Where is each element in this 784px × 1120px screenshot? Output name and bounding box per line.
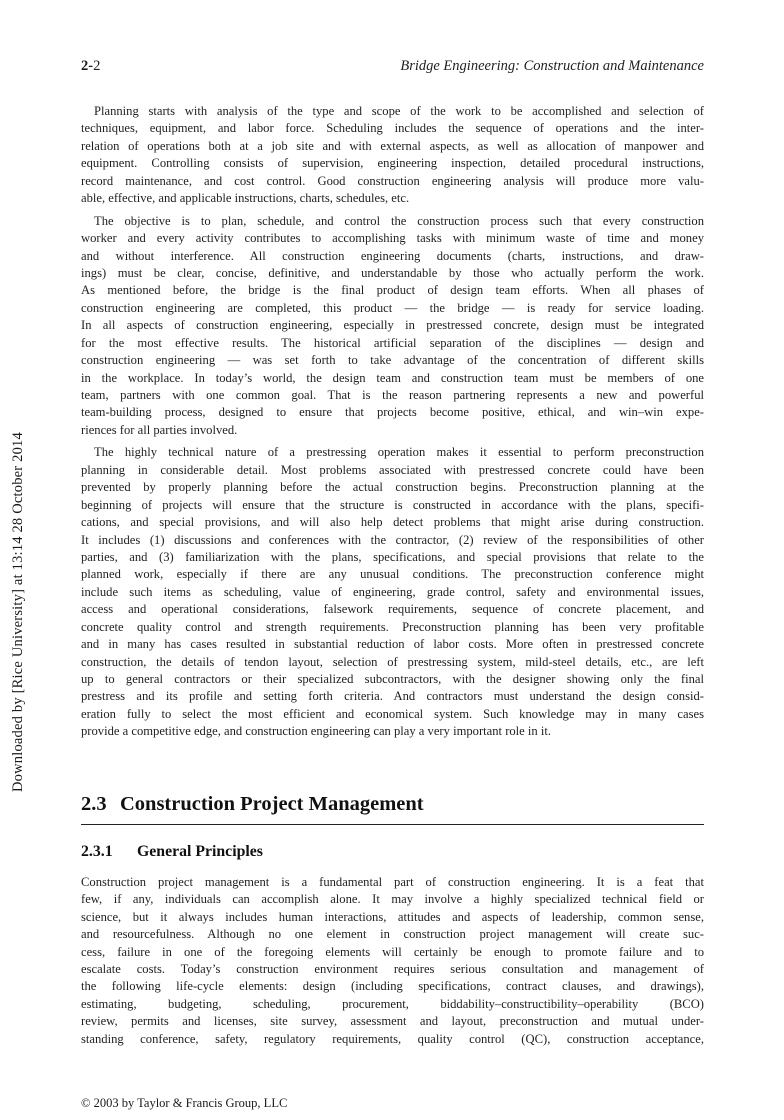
chapter-number: 2- bbox=[81, 58, 94, 74]
text-line: prestress and its profile and setting forth criteria. And contractors must understand the design consid- bbox=[81, 689, 704, 704]
text-line: techniques, equipment, and labor force. Scheduling includes the sequence of operations and the inter- bbox=[81, 121, 704, 136]
text-line: in the workplace. In today’s world, the design team and construction team must be members of one bbox=[81, 370, 704, 385]
text-line: As mentioned before, the bridge is the final product of design team efforts. When all phases of bbox=[81, 283, 704, 298]
copyright: © 2003 by Taylor & Francis Group, LLC bbox=[81, 1096, 288, 1110]
text-line: worker and every activity contributes to accomplishing tasks with minimum waste of time and money bbox=[81, 231, 704, 246]
page-number bbox=[81, 58, 100, 75]
text-line: construction engineering are completed, this product — the bridge — is ready for service loading. bbox=[81, 300, 704, 315]
text-line: The objective is to plan, schedule, and control the construction process such that every construction bbox=[94, 213, 704, 228]
section-heading bbox=[81, 791, 704, 817]
text-line: construction engineering — was set forth to take advantage of the concentration of different skills bbox=[81, 353, 704, 368]
section-title: Construction Project Management bbox=[120, 792, 424, 815]
text-line: review, permits and licenses, site survey, assessment and layout, preconstruction and mutual under- bbox=[81, 1014, 704, 1029]
text-line: for the most effective results. The historical artificial separation of the disciplines — design and bbox=[81, 335, 704, 350]
text-line: prevented by properly planning before the actual construction begins. Preconstruction planning at the bbox=[81, 480, 704, 495]
text-line: and resourcefulness. Although no one element in construction project management will create suc- bbox=[81, 927, 704, 942]
book-title: Bridge Engineering: Construction and Maintenance bbox=[400, 58, 704, 74]
text-line: escalate costs. Today’s construction environment requires serious consultation and management of bbox=[81, 961, 704, 976]
text-line: record maintenance, and cost control. Good construction engineering analysis will produce more valu- bbox=[81, 173, 704, 188]
section-number: 2.3 bbox=[81, 792, 107, 815]
text-line: cess, failure in one of the foregoing elements will certainly be enough to promote failure and to bbox=[81, 944, 704, 959]
text-line: concrete quality control and strength requirements. Preconstruction planning has been very profitable bbox=[81, 619, 704, 634]
paragraphs-after-heading bbox=[81, 874, 704, 1048]
text-line: beginning of projects will ensure that the structure is constructed in accordance with the plans, specifi- bbox=[81, 497, 704, 512]
text-line: relation of operations both at a job site and with external aspects, as well as allocation of manpower and bbox=[81, 138, 704, 153]
text-line: estimating, budgeting, scheduling, procurement, biddability–constructibility–operability (BCO) bbox=[81, 996, 704, 1011]
text-line: equipment. Controlling consists of supervision, engineering inspection, detailed procedural instructions, bbox=[81, 156, 704, 171]
text-line: able, effective, and applicable instructions, charts, schedules, etc. bbox=[81, 191, 410, 206]
page-footer bbox=[81, 1096, 287, 1111]
paragraph bbox=[81, 444, 704, 740]
text-line: cations, and special provisions, and will also help detect problems that might arise during construction. bbox=[81, 515, 704, 530]
subsection-number: 2.3.1 bbox=[81, 842, 113, 860]
body-text bbox=[81, 103, 704, 1048]
text-line: team, partners with one common goal. That is the reason partnering represents a new and powerful bbox=[81, 388, 704, 402]
text-line: parties, and (3) familiarization with the plans, specifications, and special provisions that relate to the bbox=[81, 549, 704, 564]
page-header bbox=[81, 58, 704, 75]
text-line: eration fully to select the most efficient and economical system. Such knowledge may in many cases bbox=[81, 706, 704, 721]
text-line: planning in considerable detail. Most problems associated with prestressed concrete could have been bbox=[81, 462, 704, 477]
heading-rule bbox=[81, 824, 704, 825]
subsection-title: General Principles bbox=[137, 842, 263, 860]
subsection-heading bbox=[81, 843, 704, 861]
text-line: include such items as scheduling, value of engineering, grade control, safety and environmental issues, bbox=[81, 584, 704, 599]
page-number-rest: 2 bbox=[93, 58, 101, 74]
paragraph bbox=[81, 213, 704, 440]
text-line: Planning starts with analysis of the type and scope of the work to be accomplished and selection of bbox=[94, 104, 704, 118]
text-line: ings) must be clear, concise, definitive, and understandable by those who actually perform the work. bbox=[81, 265, 704, 280]
paragraphs-top bbox=[81, 103, 704, 741]
text-line: Construction project management is a fundamental part of construction engineering. It is a feat that bbox=[81, 874, 704, 889]
paragraph bbox=[81, 874, 704, 1048]
text-line: planned work, especially if there are any unusual conditions. The preconstruction conference might bbox=[81, 567, 704, 582]
text-line: team-building process, designed to ensure that projects become positive, ethical, and win–win expe- bbox=[81, 405, 704, 420]
text-line: construction, the details of tendon layout, selection of prestressing system, mild-steel details, etc., are left bbox=[81, 654, 704, 669]
text-line: The highly technical nature of a prestressing operation makes it essential to perform preconstruction bbox=[94, 445, 704, 460]
text-line: science, but it always includes human interactions, attitudes and aspects of leadership, common sense, bbox=[81, 909, 704, 924]
text-line: provide a competitive edge, and construction engineering can play a very important role in it. bbox=[81, 724, 552, 739]
text-line: standing conference, safety, regulatory requirements, quality control (QC), construction acceptance, bbox=[81, 1031, 704, 1046]
text-line: few, if any, individuals can accomplish alone. It may involve a highly specialized technical field or bbox=[81, 892, 704, 907]
download-watermark: Downloaded by [Rice University] at 13:14 28 October 2014 bbox=[10, 432, 26, 792]
text-line: and in many has cases resulted in substantial reduction of labor costs. More often in prestressed concrete bbox=[81, 637, 704, 652]
text-line: and without interference. All construction engineering documents (charts, instructions, and draw- bbox=[81, 248, 704, 263]
text-line: riences for all parties involved. bbox=[81, 422, 238, 437]
text-line: access and operational considerations, falsework requirements, sequence of concrete placement, and bbox=[81, 602, 704, 617]
text-line: the following life-cycle elements: design (including specifications, contract clauses, and drawings), bbox=[81, 979, 704, 994]
text-line: up to general contractors or their specialized subcontractors, with the designer showing only the final bbox=[81, 672, 704, 686]
paragraph bbox=[81, 103, 704, 208]
text-line: It includes (1) discussions and conferences with the contractor, (2) review of the responsibilities of other bbox=[81, 532, 704, 547]
text-line: In all aspects of construction engineering, especially in prestressed concrete, design must be integrated bbox=[81, 318, 704, 333]
